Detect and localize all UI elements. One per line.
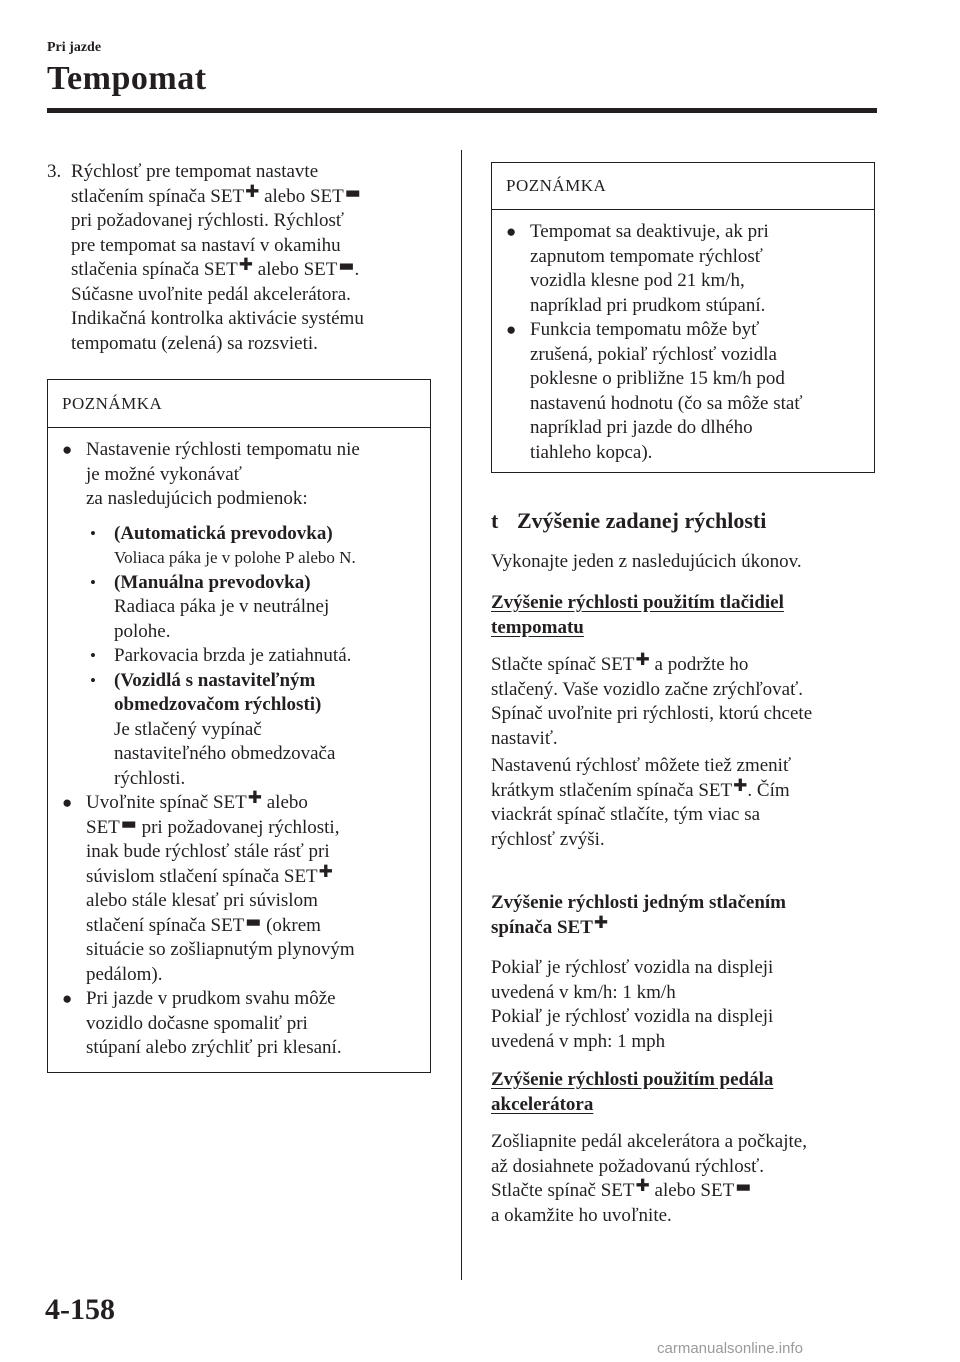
note-heading: POZNÁMKA [48,380,430,428]
set-minus-icon: ▬ [245,911,262,932]
text-line: Indikačná kontrolka aktivácie systému [71,308,364,329]
set-plus-icon: ✚ [635,1176,650,1196]
bullet-icon: ● [506,222,517,241]
text-line: Súčasne uvoľnite pedál akcelerátora. [71,283,351,305]
subsection-title: Zvýšenie rýchlosti použitím tlačidiel tempomatu [491,592,784,638]
note-box-left [47,379,431,1073]
bullet-icon: ● [62,989,73,1008]
set-plus-icon: ✚ [733,775,748,796]
bullet-icon: ● [506,320,517,339]
step-number: 3. [47,161,62,182]
set-minus-icon: ▬ [735,1177,752,1197]
set-plus-icon: ✚ [238,255,253,275]
subsection-title: Zvýšenie rýchlosti použitím pedála akcelerátora [491,1069,774,1115]
set-plus-icon: ✚ [247,788,262,808]
text-line: pre tempomat sa nastaví v okamihu [71,234,341,256]
note-bullet: ● Uvoľnite spínač SET✚ alebo SET▬ pri požadovanej rýchlosti, inak bude rýchlosť stále rásť pri súvislom stlačení spínača SET✚ alebo stále klesať pri súvislom stlačení spínača SET▬ (okrem situácie so zošliapnutým plynovým pedálom). [62,788,355,985]
note-bullet: ● Nastavenie rýchlosti tempomatu nie je možné vykonávať za nasledujúcich podmienok: [62,439,360,509]
note-sub-bullet: • (Manuálna prevodovka) Radiaca páka je v neutrálnej polohe. [90,571,330,642]
note-box-right [491,162,875,473]
note-bullet: ● Funkcia tempomatu môže byť zrušená, pokiaľ rýchlosť vozidla poklesne o približne 15 km/h pod nastavenú hodnotu (čo sa môže stať napríklad pri jazde do dlhého tiahleho kopca). [506,319,803,463]
bullet-icon: ● [62,793,73,812]
paragraph: Stlačte spínač SET✚ a podržte ho stlačený. Vaše vozidlo začne zrýchľovať. Spínač uvoľnite pri rýchlosti, ktorú chcete nastaviť. [491,650,813,749]
text-line: Rýchlosť pre tempomat nastavte [71,161,319,182]
bullet-icon: • [90,646,96,665]
note-sub-bullet: • (Vozidlá s nastaviteľným obmedzovačom rýchlosti) Je stlačený vypínač nastaviteľného obmedzovača rýchlosti. [90,669,336,789]
note-bullet: ● Pri jazde v prudkom svahu môže vozidlo dočasne spomaliť pri stúpaní alebo zrýchliť pri klesaní. [62,988,342,1058]
text-line: stlačením spínača SET✚ alebo SET▬ [71,181,361,207]
subsection-title: Zvýšenie rýchlosti jedným stlačením spínača SET✚ [491,892,787,938]
text-line: stlačenia spínača SET✚ alebo SET▬. [71,255,360,280]
section-marker-icon: t [491,508,499,533]
section-heading: t Zvýšenie zadanej rýchlosti [491,508,767,533]
page-number: 4-158 [45,1293,115,1326]
bullet-icon: • [90,572,96,592]
set-plus-icon: ✚ [245,181,260,202]
watermark: carmanualsonline.info [657,1340,803,1357]
set-plus-icon: ✚ [318,861,333,882]
section-intro: Vykonajte jeden z nasledujúcich úkonov. [491,551,802,572]
column-divider [461,150,462,1280]
paragraph: Zošliapnite pedál akcelerátora a počkajte, až dosiahnete požadovanú rýchlosť. Stlačte spínač SET✚ alebo SET▬ a okamžite ho uvoľnite. [491,1131,807,1226]
paragraph: Pokiaľ je rýchlosť vozidla na displeji uvedená v km/h: 1 km/h Pokiaľ je rýchlosť vozidla na displeji uvedená v mph: 1 mph [491,957,774,1052]
note-body [48,428,430,1061]
text-line: pri požadovanej rýchlosti. Rýchlosť [71,210,345,231]
text-line: tempomatu (zelená) sa rozsvieti. [71,332,318,354]
paragraph: Nastavenú rýchlosť môžete tiež zmeniť krátkym stlačením spínača SET✚. Čím viackrát spínač stlačíte, tým viac sa rýchlosť zvýši. [491,755,792,850]
set-minus-icon: ▬ [120,813,137,834]
note-body [492,210,874,465]
bullet-icon: ● [62,440,73,459]
note-bullet: ● Tempomat sa deaktivuje, ak pri zapnutom tempomate rýchlosť vozidla klesne pod 21 km/h, napríklad pri prudkom stúpaní. [506,221,769,316]
title-rule [47,108,877,113]
set-plus-icon: ✚ [593,912,609,933]
step-text [71,160,447,356]
note-heading: POZNÁMKA [492,163,874,210]
set-minus-icon: ▬ [344,182,361,203]
set-plus-icon: ✚ [635,650,650,670]
bullet-icon: • [90,670,96,690]
page-title: Tempomat [47,60,207,97]
note-sub-bullet: • Parkovacia brzda je zatiahnutá. [48,644,430,669]
set-minus-icon: ▬ [338,256,355,276]
note-sub-bullet: • (Automatická prevodovka) Voliaca páka je v polohe P alebo N. [90,522,356,567]
breadcrumb: Pri jazde [47,40,102,55]
step-3 [47,160,447,356]
bullet-icon: • [90,523,96,543]
